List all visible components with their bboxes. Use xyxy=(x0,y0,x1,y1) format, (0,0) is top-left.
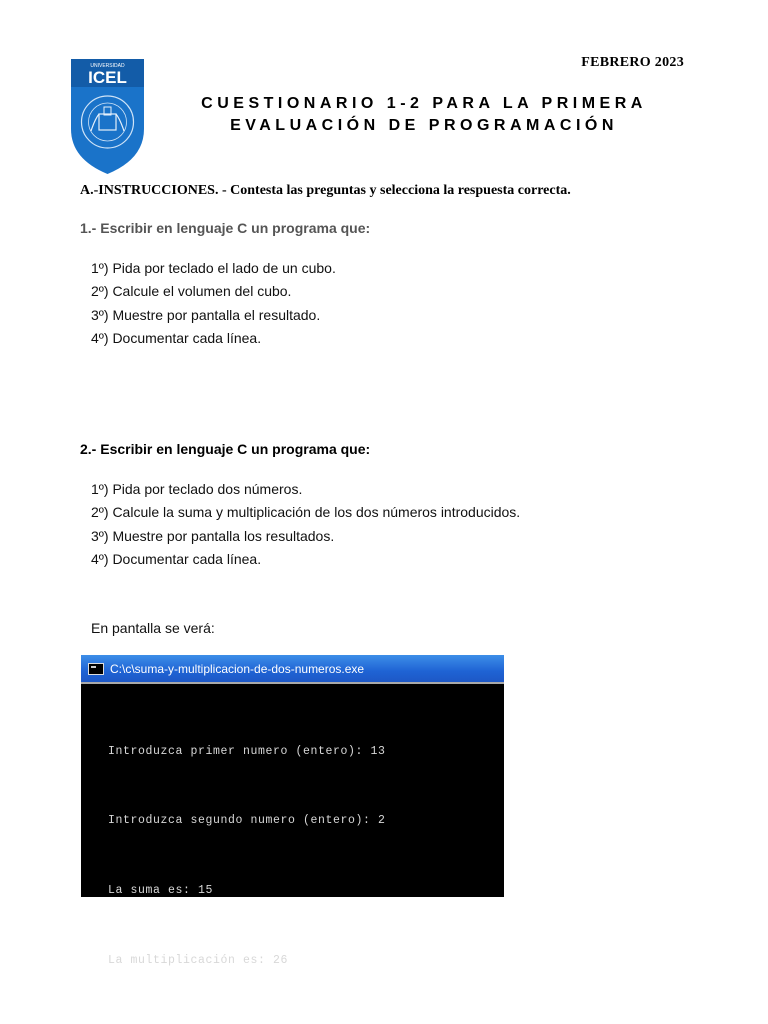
date-label: FEBRERO 2023 xyxy=(581,55,684,70)
list-item: 4º) Documentar cada línea. xyxy=(91,550,262,567)
university-logo xyxy=(71,59,144,174)
console-line: La multiplicación es: 26 xyxy=(108,954,289,968)
console-output xyxy=(81,684,504,1019)
console-line: La suma es: 15 xyxy=(108,884,214,898)
console-app-icon xyxy=(88,663,104,675)
question-2-heading: 2.- Escribir en lenguaje C un programa que: xyxy=(80,441,371,457)
title-line-1: CUESTIONARIO 1-2 PARA LA PRIMERA xyxy=(201,95,647,112)
title-line-2: EVALUACIÓN DE PROGRAMACIÓN xyxy=(230,117,618,134)
question-2-steps xyxy=(91,478,520,571)
logo-top-text: UNIVERSIDAD xyxy=(90,63,125,69)
screen-intro-text: En pantalla se verá: xyxy=(91,620,215,636)
list-item: 2º) Calcule la suma y multiplicación de los dos números introducidos. xyxy=(91,504,521,521)
page-title xyxy=(160,93,688,137)
list-item: 1º) Pida por teclado el lado de un cubo. xyxy=(91,260,336,276)
instructions-text: A.-INSTRUCCIONES. - Contesta las preguntas y selecciona la respuesta correcta. xyxy=(80,183,571,198)
question-1-heading: 1.- Escribir en lenguaje C un programa que: xyxy=(80,220,371,236)
list-item: 3º) Muestre por pantalla el resultado. xyxy=(91,306,321,323)
console-line: Introduzca segundo numero (entero): 2 xyxy=(108,814,386,828)
question-1-steps xyxy=(91,257,336,350)
logo-name: ICEL xyxy=(88,68,127,87)
console-line: Introduzca primer numero (entero): 13 xyxy=(108,744,386,758)
console-window xyxy=(81,655,504,968)
list-item: 1º) Pida por teclado dos números. xyxy=(91,481,303,497)
console-title-bar xyxy=(81,655,504,684)
console-title: C:\c\suma-y-multiplicacion-de-dos-numeros.exe xyxy=(110,661,365,676)
list-item: 3º) Muestre por pantalla los resultados. xyxy=(91,527,335,544)
list-item: 4º) Documentar cada línea. xyxy=(91,329,262,346)
list-item: 2º) Calcule el volumen del cubo. xyxy=(91,283,292,300)
